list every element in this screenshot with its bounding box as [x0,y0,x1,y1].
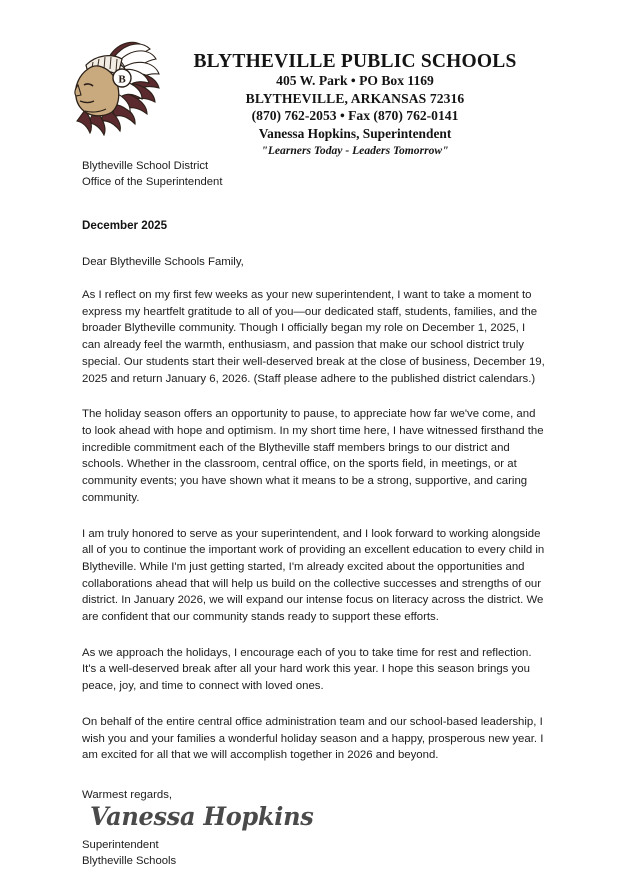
address-line-1: 405 W. Park • PO Box 1169 [276,73,434,89]
sender-office: Office of the Superintendent [82,176,223,189]
organization-name: BLYTHEVILLE PUBLIC SCHOOLS [193,51,517,72]
address-line-2: BLYTHEVILLE, ARKANSAS 72316 [245,90,465,106]
svg-text:B: B [118,73,126,86]
paragraph: I am truly honored to serve as your superintendent, and I look forward to working alongside all of you to continue the important work of providing an excellent education to every child in Blytheville. While I'm just getting started, I'm already excited about the opportunities and collaborations ahead that will help us build on the collective successes and strengths of our district. In January 2026, we will expand our intense focus on literacy across the district. We are confident that our community stands ready to support these efforts. [82,527,545,624]
handwritten-signature: Vanessa Hopkins [90,801,314,831]
district-motto: "Learners Today - Leaders Tomorrow" [261,144,449,158]
paragraph: On behalf of the entire central office administration team and our school-based leadership, I wish you and your families a wonderful holiday season and a happy, prosperous new year. I am excited for all that we will accomplish together in 2026 and beyond. [82,715,544,762]
signer-organization: Blytheville Schools [82,854,177,867]
closing-line: Warmest regards, [82,788,173,801]
masthead [160,52,550,159]
sender-district: Blytheville School District [82,160,209,172]
paragraph: As we approach the holidays, I encourage each of you to take time for rest and reflection. It's a well-deserved break after all your hard work this year. I hope this season brings you peace, joy, and time to connect with loved ones. [82,646,532,693]
paragraph: The holiday season offers an opportunity to pause, to appreciate how far we've come, and to look ahead with hope and optimism. In my short time here, I have witnessed firsthand the incredible commitment each of the Blytheville staff members brings to our district and schools. Whether in the classroom, central office, on the sports field, in meetings, or at community events; you have shown what it means to be a strong, supportive, and caring community. [82,408,544,504]
superintendent-line: Vanessa Hopkins, Superintendent [258,125,452,141]
phone-fax-line: (870) 762-2053 • Fax (870) 762-0141 [251,108,459,124]
letterhead [0,0,618,158]
letter-body [82,158,546,869]
blytheville-chiefs-mascot-logo [62,33,166,141]
letter-date: December 2025 [82,219,168,233]
signer-title: Superintendent [82,838,159,851]
signer-block [82,837,546,869]
paragraph: As I reflect on my first few weeks as your new superintendent, I want to take a moment to express my heartfelt gratitude to all of you—our dedicated staff, students, families, and the broader Blytheville community. Though I officially began my role on December 1, 2025, I can already feel the warmth, enthusiasm, and passion that make our school district truly special. Our students start their well-deserved break at the close of business, December 19, 2025 and return January 6, 2026. (Staff please adhere to the published district calendars.) [82,289,545,385]
sender-block [82,158,546,190]
salutation: Dear Blytheville Schools Family, [82,256,244,269]
